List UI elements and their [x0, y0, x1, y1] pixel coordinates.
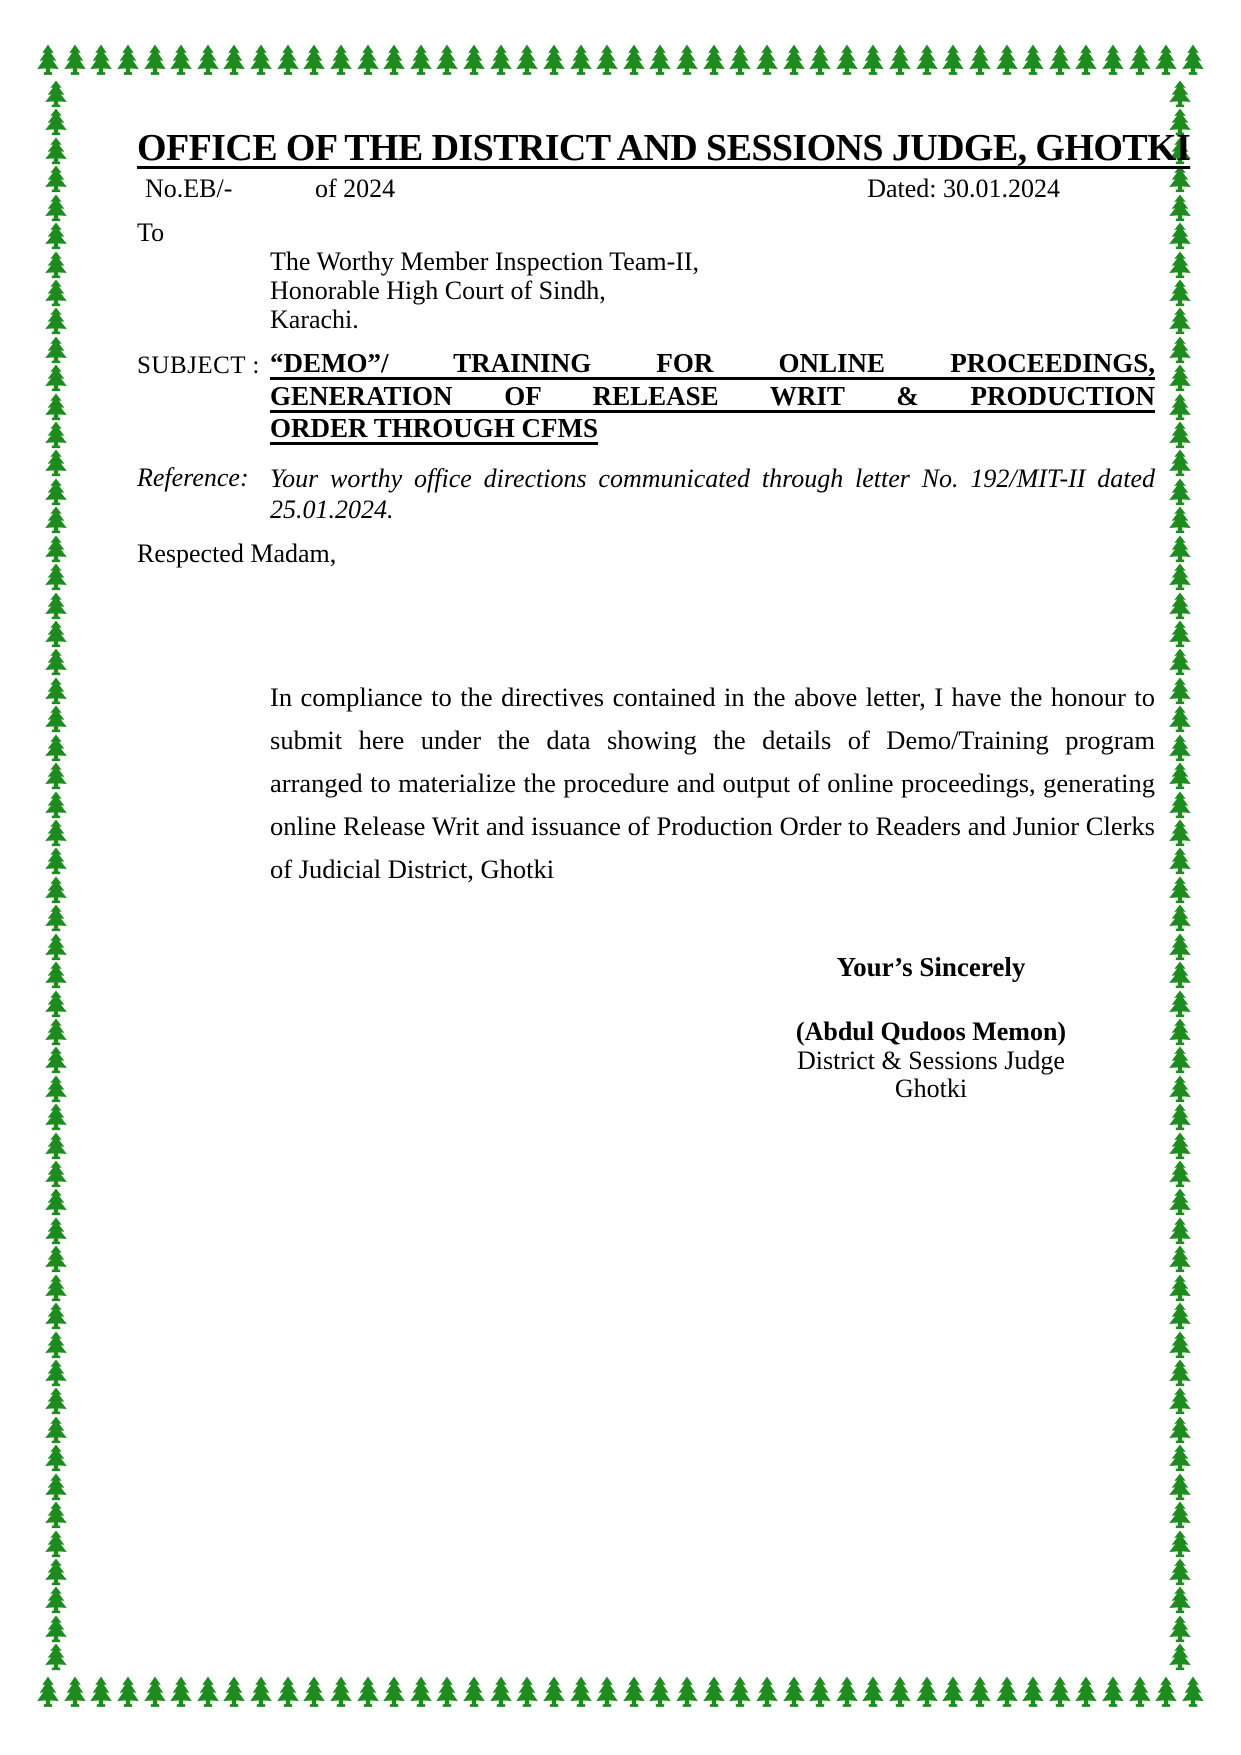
tree-border-right [1168, 80, 1194, 1672]
evergreen-tree-icon [44, 449, 68, 477]
evergreen-tree-icon [1168, 1501, 1192, 1529]
evergreen-tree-icon [1168, 1530, 1192, 1558]
evergreen-tree-icon [44, 762, 68, 790]
signatory-name: (Abdul Qudoos Memon) [795, 1017, 1067, 1046]
body-paragraph: In compliance to the directives contained in the above letter, I have the honour to submit here under the data showing the details of Demo/Training program arranged to materialize the procedure and output of online proceedings, generating online Release Writ and issuance of Production Order to Readers and Junior Clerks of Judicial District, Ghotki [270, 682, 1155, 884]
evergreen-tree-icon [63, 1676, 87, 1708]
evergreen-tree-icon [44, 1103, 68, 1131]
reference-label: Reference: [137, 463, 249, 492]
evergreen-tree-icon [44, 705, 68, 733]
evergreen-tree-icon [44, 506, 68, 534]
evergreen-tree-icon [1168, 876, 1192, 904]
evergreen-tree-icon [1168, 1387, 1192, 1415]
recipient-address-line: Honorable High Court of Sindh, [270, 276, 606, 305]
evergreen-tree-icon [1168, 762, 1192, 790]
evergreen-tree-icon [44, 535, 68, 563]
evergreen-tree-icon [1168, 1046, 1192, 1074]
evergreen-tree-icon [1168, 478, 1192, 506]
evergreen-tree-icon [44, 933, 68, 961]
evergreen-tree-icon [1168, 705, 1192, 733]
evergreen-tree-icon [44, 364, 68, 392]
recipient-address-line: The Worthy Member Inspection Team-II, [270, 247, 700, 276]
evergreen-tree-icon [44, 791, 68, 819]
evergreen-tree-icon [44, 393, 68, 421]
evergreen-tree-icon [44, 1359, 68, 1387]
evergreen-tree-icon [1168, 1416, 1192, 1444]
evergreen-tree-icon [1168, 251, 1192, 279]
evergreen-tree-icon [1168, 1302, 1192, 1330]
subject-line: ORDER THROUGH CFMS [270, 413, 599, 443]
evergreen-tree-icon [1181, 44, 1205, 76]
evergreen-tree-icon [44, 1302, 68, 1330]
evergreen-tree-icon [44, 620, 68, 648]
reference-text: Your worthy office directions communicated through letter No. 192/MIT-II dated 25.01.2024. [270, 464, 1155, 524]
evergreen-tree-icon [1168, 1586, 1192, 1614]
evergreen-tree-icon [44, 1530, 68, 1558]
evergreen-tree-icon [1168, 393, 1192, 421]
evergreen-tree-icon [44, 1217, 68, 1245]
evergreen-tree-icon [1168, 1018, 1192, 1046]
subject-line: GENERATION OF RELEASE WRIT & PRODUCTION [270, 380, 1155, 411]
recipient-address [270, 247, 699, 334]
evergreen-tree-icon [1168, 1160, 1192, 1188]
evergreen-tree-icon [1168, 222, 1192, 250]
evergreen-tree-icon [44, 1501, 68, 1529]
evergreen-tree-icon [1168, 819, 1192, 847]
evergreen-tree-icon [1154, 44, 1178, 76]
evergreen-tree-icon [44, 421, 68, 449]
evergreen-tree-icon [44, 1643, 68, 1671]
evergreen-tree-icon [1168, 1444, 1192, 1472]
evergreen-tree-icon [44, 1018, 68, 1046]
evergreen-tree-icon [44, 847, 68, 875]
evergreen-tree-icon [44, 478, 68, 506]
evergreen-tree-icon [1168, 563, 1192, 591]
evergreen-tree-icon [44, 1046, 68, 1074]
evergreen-tree-icon [44, 137, 68, 165]
evergreen-tree-icon [44, 1274, 68, 1302]
evergreen-tree-icon [1168, 1274, 1192, 1302]
evergreen-tree-icon [1168, 620, 1192, 648]
evergreen-tree-icon [44, 1188, 68, 1216]
letter-number: No.EB/- [145, 174, 233, 203]
evergreen-tree-icon [1168, 648, 1192, 676]
evergreen-tree-icon [44, 222, 68, 250]
evergreen-tree-icon [36, 1676, 60, 1708]
subject-label: SUBJECT : [137, 352, 260, 379]
evergreen-tree-icon [1168, 449, 1192, 477]
evergreen-tree-icon [1168, 1643, 1192, 1671]
letter-content [137, 0, 1191, 1755]
evergreen-tree-icon [1168, 535, 1192, 563]
evergreen-tree-icon [44, 1558, 68, 1586]
evergreen-tree-icon [44, 648, 68, 676]
evergreen-tree-icon [44, 1160, 68, 1188]
closing-sincerely: Your’s Sincerely [836, 952, 1026, 982]
letter-date: Dated: 30.01.2024 [867, 174, 1060, 203]
evergreen-tree-icon [44, 677, 68, 705]
evergreen-tree-icon [44, 904, 68, 932]
evergreen-tree-icon [1168, 506, 1192, 534]
evergreen-tree-icon [44, 1444, 68, 1472]
evergreen-tree-icon [1168, 1217, 1192, 1245]
evergreen-tree-icon [1168, 734, 1192, 762]
page-title: OFFICE OF THE DISTRICT AND SESSIONS JUDGE, GHOTKI [137, 127, 1191, 169]
evergreen-tree-icon [1154, 1676, 1178, 1708]
evergreen-tree-icon [44, 1245, 68, 1273]
evergreen-tree-icon [44, 961, 68, 989]
evergreen-tree-icon [63, 44, 87, 76]
evergreen-tree-icon [1168, 1103, 1192, 1131]
evergreen-tree-icon [44, 592, 68, 620]
evergreen-tree-icon [44, 1132, 68, 1160]
evergreen-tree-icon [44, 990, 68, 1018]
evergreen-tree-icon [1168, 990, 1192, 1018]
evergreen-tree-icon [44, 876, 68, 904]
evergreen-tree-icon [44, 165, 68, 193]
greeting: Respected Madam, [137, 539, 337, 568]
subject-text [270, 347, 1155, 445]
evergreen-tree-icon [1168, 194, 1192, 222]
evergreen-tree-icon [1168, 279, 1192, 307]
evergreen-tree-icon [44, 1416, 68, 1444]
evergreen-tree-icon [44, 1586, 68, 1614]
evergreen-tree-icon [44, 819, 68, 847]
evergreen-tree-icon [44, 108, 68, 136]
evergreen-tree-icon [44, 336, 68, 364]
letter-year: of 2024 [315, 174, 396, 203]
evergreen-tree-icon [1168, 677, 1192, 705]
recipient-address-line: Karachi. [270, 305, 359, 334]
evergreen-tree-icon [44, 279, 68, 307]
evergreen-tree-icon [44, 1331, 68, 1359]
evergreen-tree-icon [36, 44, 60, 76]
evergreen-tree-icon [89, 44, 113, 76]
evergreen-tree-icon [1168, 307, 1192, 335]
evergreen-tree-icon [44, 1615, 68, 1643]
evergreen-tree-icon [1168, 1075, 1192, 1103]
evergreen-tree-icon [1168, 1558, 1192, 1586]
evergreen-tree-icon [1168, 80, 1192, 108]
signature-block [707, 1018, 1155, 1104]
evergreen-tree-icon [44, 1075, 68, 1103]
evergreen-tree-icon [1168, 961, 1192, 989]
evergreen-tree-icon [1168, 933, 1192, 961]
signatory-title: District & Sessions Judge [797, 1045, 1065, 1075]
tree-border-left [44, 80, 70, 1672]
evergreen-tree-icon [44, 307, 68, 335]
evergreen-tree-icon [1168, 1359, 1192, 1387]
evergreen-tree-icon [44, 734, 68, 762]
signatory-station: Ghotki [894, 1074, 968, 1103]
evergreen-tree-icon [1168, 364, 1192, 392]
evergreen-tree-icon [44, 563, 68, 591]
reference-meta-row [137, 174, 1155, 206]
evergreen-tree-icon [44, 80, 68, 108]
subject-line: “DEMO”/ TRAINING FOR ONLINE PROCEEDINGS, [270, 348, 1155, 378]
evergreen-tree-icon [1168, 1615, 1192, 1643]
evergreen-tree-icon [44, 1473, 68, 1501]
evergreen-tree-icon [1168, 904, 1192, 932]
evergreen-tree-icon [44, 194, 68, 222]
evergreen-tree-icon [1168, 1188, 1192, 1216]
evergreen-tree-icon [44, 1387, 68, 1415]
evergreen-tree-icon [1168, 1331, 1192, 1359]
evergreen-tree-icon [1168, 336, 1192, 364]
evergreen-tree-icon [89, 1676, 113, 1708]
evergreen-tree-icon [1168, 421, 1192, 449]
evergreen-tree-icon [1168, 1245, 1192, 1273]
evergreen-tree-icon [1168, 592, 1192, 620]
evergreen-tree-icon [1168, 847, 1192, 875]
evergreen-tree-icon [1168, 1132, 1192, 1160]
evergreen-tree-icon [1168, 791, 1192, 819]
recipient-to: To [137, 218, 165, 247]
evergreen-tree-icon [1181, 1676, 1205, 1708]
evergreen-tree-icon [1168, 1473, 1192, 1501]
evergreen-tree-icon [44, 251, 68, 279]
